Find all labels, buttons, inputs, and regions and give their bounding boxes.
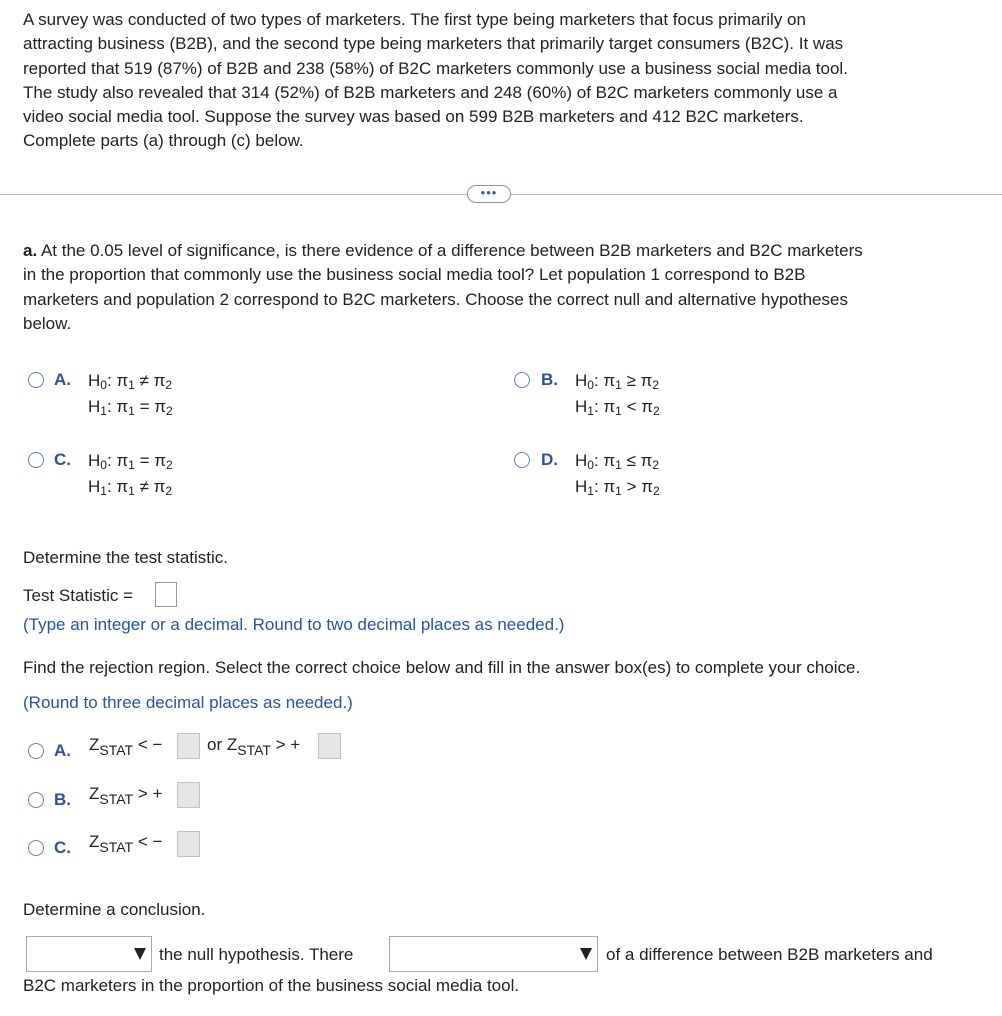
rejection-option-c-radio[interactable] [28,840,44,856]
conclusion-text-2: of a difference between B2B marketers and [606,945,933,964]
part-a-line: in the proportion that commonly use the business social media tool? Let population 1 correspond to B2B [23,265,806,285]
conclusion-prompt: Determine a conclusion. [23,900,206,919]
hypothesis-option-a-radio[interactable] [28,372,44,388]
rejection-option-b-letter: B. [54,790,71,809]
null-hypothesis: $H_0$: $\pi_1 = \pi_2$ [88,451,173,472]
reject-decision-dropdown[interactable] [26,936,152,972]
test-statistic-label: Test Statistic = [23,586,134,605]
hypothesis-option-b-letter: B. [541,370,558,389]
dropdown-arrow-icon [580,948,592,960]
intro-line: reported that 519 (87%) of B2B and 238 (58%) of B2C marketers commonly use a business social media tool. [23,58,848,78]
hypothesis-option-a-letter: A. [54,370,71,389]
rejection-c-input[interactable] [177,831,200,857]
more-dots-icon: ••• [480,185,498,200]
part-a-question [23,239,863,336]
conclusion-text-1: the null hypothesis. There [159,945,354,964]
dropdown-arrow-icon [134,948,146,960]
part-a-line: below. [23,313,72,333]
rejection-a-lower-input[interactable] [177,733,200,759]
evidence-dropdown[interactable] [389,936,598,972]
hypothesis-option-a[interactable] [88,368,173,420]
intro-paragraph [23,8,848,154]
rejection-option-c-expr: $Z_{STAT}$ < − [89,832,163,855]
test-statistic-input[interactable] [155,582,177,607]
hypothesis-option-c-letter: C. [54,450,71,469]
rejection-option-b-radio[interactable] [28,792,44,808]
hypothesis-option-b[interactable] [575,368,660,420]
part-a-line: At the 0.05 level of significance, is there evidence of a difference between B2B marketers and B2C marketers [37,241,863,260]
part-a-label: a. [23,241,38,260]
rejection-option-a-radio[interactable] [28,743,44,759]
alternative-hypothesis: $H_1$: $\pi_1 = \pi_2$ [88,397,173,418]
hypothesis-option-c[interactable] [88,448,173,500]
rejection-a-upper-input[interactable] [318,733,341,759]
expand-more-button[interactable] [467,185,511,203]
hypothesis-option-d-radio[interactable] [514,452,530,468]
intro-line: video social media tool. Suppose the survey was based on 599 B2B marketers and 412 B2C marketers. [23,107,804,127]
intro-line: The study also revealed that 314 (52%) of B2B marketers and 248 (60%) of B2C marketers commonly use a [23,82,838,102]
intro-line: Complete parts (a) through (c) below. [23,131,304,151]
hypothesis-option-b-radio[interactable] [514,372,530,388]
rejection-option-a-expr: $Z_{STAT}$ < − [89,735,163,758]
rejection-option-b-expr: $Z_{STAT}$ > + [89,784,163,807]
alternative-hypothesis: $H_1$: $\pi_1 < \pi_2$ [575,397,660,418]
rejection-option-c-letter: C. [54,838,71,857]
rejection-b-input[interactable] [177,782,200,808]
intro-line: A survey was conducted of two types of marketers. The first type being marketers that focus primarily on [23,10,806,29]
alternative-hypothesis: $H_1$: $\pi_1 \ne \pi_2$ [88,477,173,498]
null-hypothesis: $H_0$: $\pi_1 \le \pi_2$ [575,451,660,472]
rejection-option-a-expr2: or $Z_{STAT}$ > + [207,735,301,758]
part-a-line: marketers and population 2 correspond to B2C marketers. Choose the correct null and alternative hypotheses [23,289,848,309]
alternative-hypothesis: $H_1$: $\pi_1 > \pi_2$ [575,477,660,498]
hypothesis-option-d-letter: D. [541,450,558,469]
intro-line: attracting business (B2B), and the second type being marketers that primarily target consumers (B2C). It was [23,34,844,54]
test-statistic-prompt: Determine the test statistic. [23,548,229,567]
conclusion-text-3: B2C marketers in the proportion of the business social media tool. [23,976,520,995]
hypothesis-option-d[interactable] [575,448,660,500]
null-hypothesis: $H_0$: $\pi_1 \ne \pi_2$ [88,371,173,392]
rejection-option-a-letter: A. [54,741,71,760]
null-hypothesis: $H_0$: $\pi_1 \ge \pi_2$ [575,371,660,392]
rejection-region-prompt: Find the rejection region. Select the correct choice below and fill in the answer box(es) to complete your choice. [23,658,861,677]
test-statistic-hint: (Type an integer or a decimal. Round to two decimal places as needed.) [23,615,565,634]
rejection-region-hint: (Round to three decimal places as needed.) [23,693,353,712]
hypothesis-option-c-radio[interactable] [28,452,44,468]
